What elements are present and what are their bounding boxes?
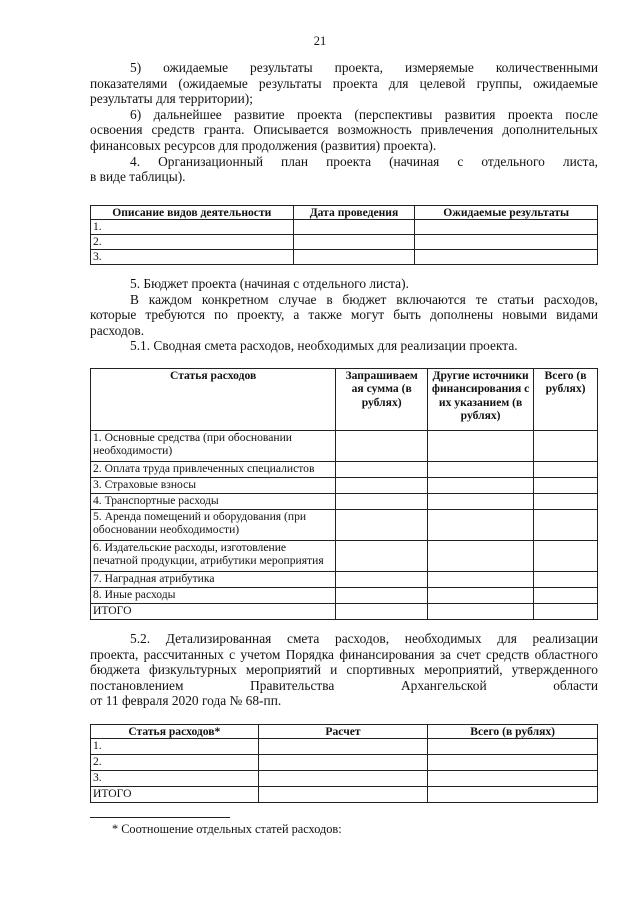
- org-header-activity: Описание видов деятельности: [91, 206, 294, 220]
- item-4-first-line: 4. Организационный план проекта (начиная с отдельного листа,: [130, 153, 598, 169]
- table-row: 6. Издательские расходы, изготовление печатной продукции, атрибутики мероприятия: [91, 541, 336, 572]
- item-6-first-line: 6) дальнейшее развитие проекта (перспективы развития проекта после: [130, 106, 598, 122]
- detail-first-line: 5.2. Детализированная смета расходов, необходимых для реализации: [130, 631, 598, 646]
- table-row-total: ИТОГО: [91, 604, 336, 620]
- table-row: 3. Страховые взносы: [91, 478, 336, 494]
- table-row: 1.: [91, 739, 259, 755]
- footnote-divider: [90, 817, 230, 818]
- table-row: 7. Наградная атрибутика: [91, 572, 336, 588]
- table-row: 2.: [91, 235, 294, 250]
- detail-header-calc: Расчет: [258, 725, 428, 739]
- table-row: 2.: [91, 755, 259, 771]
- budget-heading: 5. Бюджет проекта (начиная с отдельного листа).: [130, 276, 409, 291]
- table-row: 1. Основные средства (при обосновании необходимости): [91, 431, 336, 462]
- table-row: 3.: [91, 771, 259, 787]
- org-header-date: Дата проведения: [293, 206, 415, 220]
- detail-header-article: Статья расходов*: [91, 725, 259, 739]
- summary-header-requested: Запрашиваем ая сумма (в рублях): [336, 369, 428, 431]
- summary-header-article: Статья расходов: [91, 369, 336, 431]
- table-row: 3.: [91, 250, 294, 265]
- page-number: 21: [313, 34, 327, 48]
- item-4-continuation: в виде таблицы).: [90, 169, 186, 185]
- table-row-total: ИТОГО: [91, 787, 259, 803]
- item-6-continuation: освоения средств гранта. Описывается возможность привлечения дополнительных финансовых ресурсов для продолжения (развития) проекта).: [90, 122, 598, 153]
- budget-each-first-line: В каждом конкретном случае в бюджет включаются те статьи расходов,: [130, 291, 598, 307]
- org-header-results: Ожидаемые результаты: [415, 206, 598, 220]
- table-row: 4. Транспортные расходы: [91, 494, 336, 510]
- detail-continuation: проекта, рассчитанных с учетом Порядка финансирования за счет средств областного бюджета физкультурных мероприятий и спортивных мероприятий, утвержденного постановлением Правительства Архангельской области: [90, 646, 598, 693]
- footnote: * Соотношение отдельных статей расходов:: [112, 822, 342, 836]
- item-5-continuation: показателями (ожидаемые результаты проекта для целевой группы, ожидаемые результаты для территории);: [90, 75, 598, 107]
- item-5-first-line: 5) ожидаемые результаты проекта, измеряемые количественными: [130, 60, 598, 75]
- intro-section: [90, 60, 598, 185]
- table-row: 8. Иные расходы: [91, 588, 336, 604]
- table-row: 2. Оплата труда привлеченных специалистов: [91, 462, 336, 478]
- detail-estimate-table: [90, 724, 598, 803]
- detail-section: [90, 631, 598, 709]
- summary-estimate-heading: 5.1. Сводная смета расходов, необходимых для реализации проекта.: [130, 338, 518, 354]
- detail-last-line: от 11 февраля 2020 года № 68-пп.: [90, 693, 282, 709]
- summary-header-other-sources: Другие источники финансирования с их указанием (в рублях): [428, 369, 534, 431]
- budget-section: [90, 276, 598, 354]
- table-row: 1.: [91, 220, 294, 235]
- table-row: 5. Аренда помещений и оборудования (при обосновании необходимости): [91, 510, 336, 541]
- summary-estimate-table: [90, 368, 598, 620]
- summary-header-total: Всего (в рублях): [534, 369, 598, 431]
- org-plan-table: [90, 205, 598, 265]
- detail-header-total: Всего (в рублях): [428, 725, 598, 739]
- budget-each-continuation: которые требуются по проекту, а также могут быть дополнены новыми видами расходов.: [90, 307, 598, 338]
